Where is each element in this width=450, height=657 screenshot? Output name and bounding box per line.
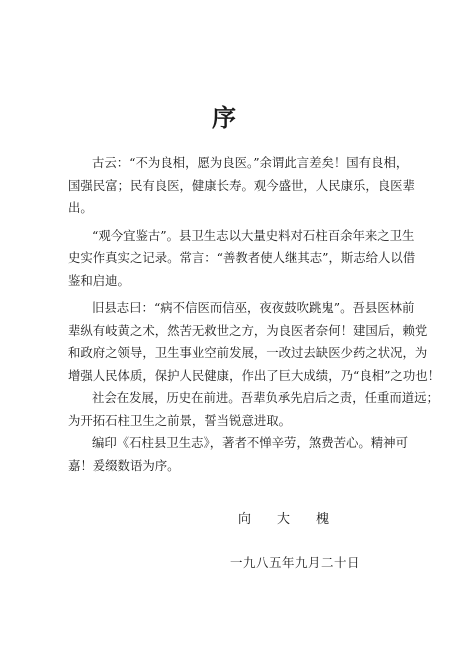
text-line: 为开拓石柱卫生之前景，誓当锐意进取。: [68, 412, 292, 428]
text-line: 古云：“不为良相，愿为良医。”余谓此言差矣！国有良相，: [92, 155, 409, 170]
text-line: 社会在发展，历史在前进。吾辈负承先启后之责，任重而道远；: [92, 390, 439, 405]
text-line: 国强民富；民有良医，健康长寿。观今盛世，人民康乐，良医辈: [68, 177, 415, 193]
paragraph: [68, 387, 439, 432]
signature-date: 一九八五年九月二十日: [230, 555, 361, 570]
author-signature: 向大槐: [238, 512, 356, 527]
text-line: 增强人民体质，保护人民健康，作出了巨大成绩，乃“良相”之功也！: [68, 367, 440, 383]
text-line: 和政府之领导，卫生事业空前发展，一改过去缺医少药之状况，为: [68, 345, 428, 360]
text-line: 鉴和启迪。: [68, 272, 130, 288]
paragraph: [68, 152, 415, 220]
text-line: “观今宜鉴古”。县卫生志以大量史料对石柱百余年来之卫生: [92, 227, 415, 243]
text-line: 编印《石柱县卫生志》，著者不惮辛劳，煞费苦心。精神可: [92, 435, 408, 450]
text-line: 旧县志曰：“病不信医而信巫，夜夜鼓吹跳鬼”。吾县医林前: [92, 300, 415, 315]
paragraph: [68, 225, 416, 293]
text-line: 嘉！爰缀数语为序。: [68, 457, 180, 473]
paragraph: [68, 297, 440, 387]
text-line: 史实作真实之记录。常言：“善教者使人继其志”，斯志给人以借: [68, 250, 416, 265]
text-line: 辈纵有岐黄之术，然苦无救世之方，为良医者奈何！建国后，赖党: [68, 322, 428, 338]
text-line: 出。: [68, 200, 93, 215]
paragraph: [68, 432, 408, 477]
page-title: 序: [212, 103, 238, 132]
preface-body: [68, 152, 440, 477]
